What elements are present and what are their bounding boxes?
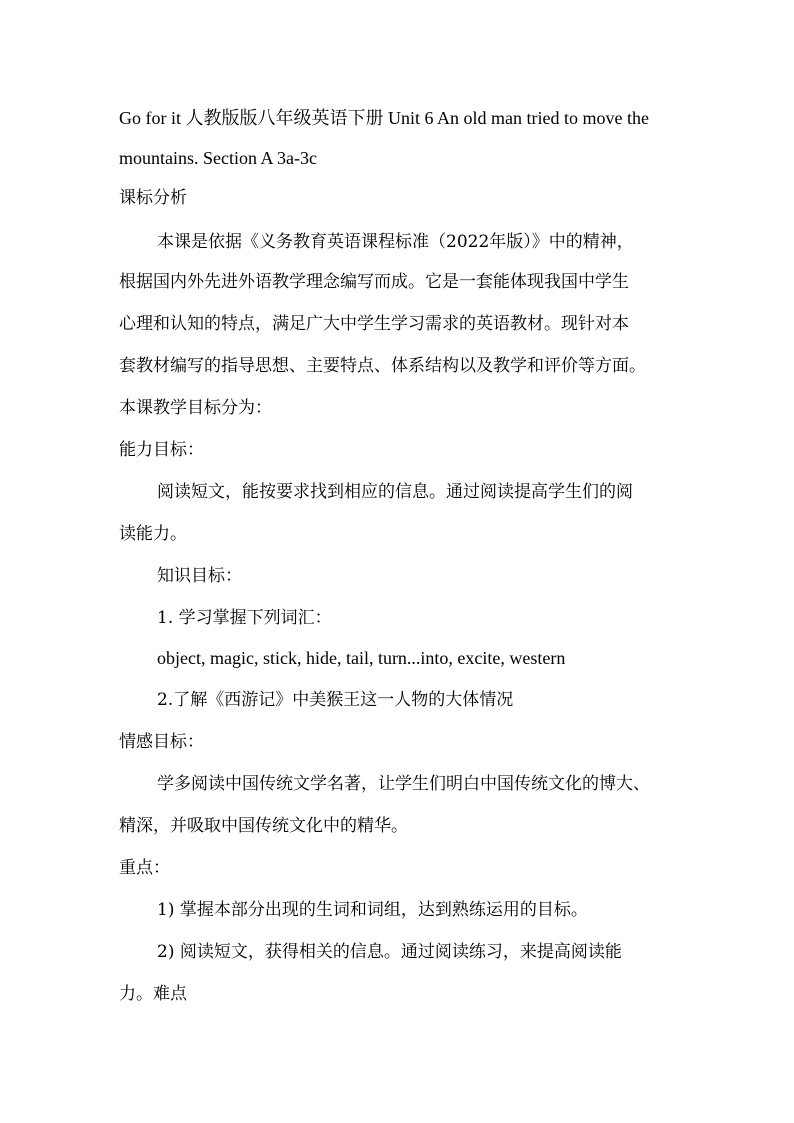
emotion-heading: 情感目标：	[119, 732, 204, 752]
paragraph-line: 心理和认知的特点，满足广大中学生学习需求的英语教材。现针对本	[119, 314, 629, 334]
goals-intro: 本课教学目标分为：	[119, 398, 272, 418]
paragraph-line: 精深，并吸取中国传统文化中的精华。	[119, 816, 408, 836]
knowledge-item-2: 2.了解《西游记》中美猴王这一人物的大体情况	[157, 690, 514, 710]
document-title-line-2: mountains. Section A 3a-3c	[119, 148, 317, 168]
document-title-line-1: Go for it 人教版版八年级英语下册 Unit 6 An old man tried to move the	[119, 108, 649, 128]
paragraph-line: 阅读短文，能按要求找到相应的信息。通过阅读提高学生们的阅	[157, 482, 633, 502]
key-points-heading: 重点：	[119, 858, 170, 878]
paragraph-line: 本课是依据《义务教育英语课程标准（2022年版）》中的精神，	[157, 232, 634, 252]
paragraph-line: 学多阅读中国传统文学名著，让学生们明白中国传统文化的博大、	[157, 774, 650, 794]
paragraph-line: 根据国内外先进外语教学理念编写而成。它是一套能体现我国中学生	[119, 272, 629, 292]
paragraph-line: 套教材编写的指导思想、主要特点、体系结构以及教学和评价等方面。	[119, 356, 646, 376]
key-point-1: 1) 掌握本部分出现的生词和词组，达到熟练运用的目标。	[157, 900, 588, 920]
section-heading: 课标分析	[119, 188, 187, 208]
key-point-2: 2) 阅读短文，获得相关的信息。通过阅读练习，来提高阅读能	[157, 942, 622, 962]
knowledge-item-1: 1. 学习掌握下列词汇：	[157, 608, 332, 628]
ability-heading: 能力目标：	[119, 440, 204, 460]
paragraph-line: 读能力。	[119, 524, 187, 544]
knowledge-heading: 知识目标：	[157, 566, 242, 586]
paragraph-line: 力。难点	[119, 984, 187, 1004]
vocabulary-list: object, magic, stick, hide, tail, turn...into, excite, western	[157, 648, 566, 668]
